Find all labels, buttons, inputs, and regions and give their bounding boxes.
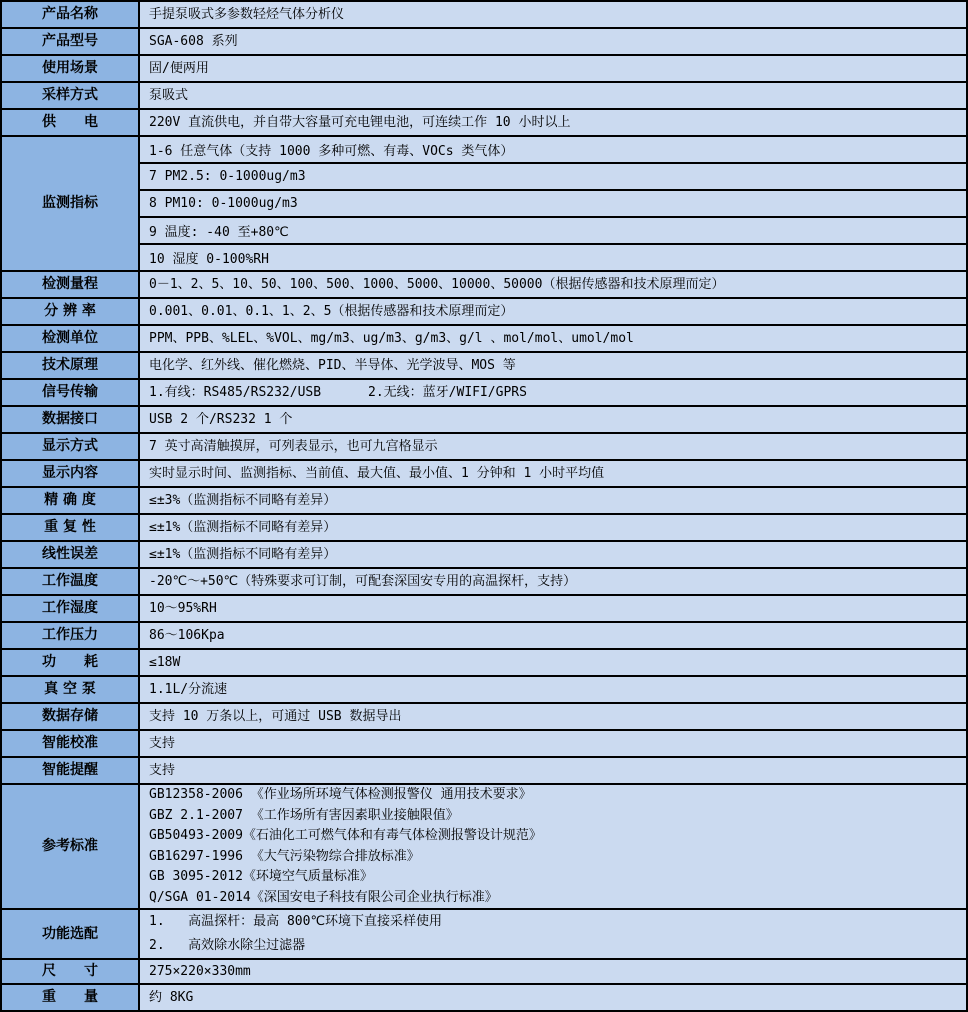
row-data-storage <box>2 704 966 731</box>
row-monitoring-indicators <box>2 137 966 272</box>
row-label: 精 确 度 <box>2 488 140 513</box>
row-optional-features <box>2 910 966 960</box>
row-value: 手提泵吸式多参数轻烃气体分析仪 <box>140 2 966 27</box>
row-label: 检测量程 <box>2 272 140 297</box>
row-value: 约 8KG <box>140 985 966 1010</box>
reference-standard-item: GB50493-2009《石油化工可燃气体和有毒气体检测报警设计规范》 <box>149 828 542 843</box>
reference-standard-list <box>140 785 966 908</box>
row-usage-scenario <box>2 56 966 83</box>
row-value: 86～106Kpa <box>140 623 966 648</box>
row-product-name <box>2 2 966 29</box>
row-vacuum-pump <box>2 677 966 704</box>
row-label: 功 耗 <box>2 650 140 675</box>
reference-standard-item: GBZ 2.1-2007 《工作场所有害因素职业接触限值》 <box>149 807 459 823</box>
row-sampling-method <box>2 83 966 110</box>
optional-feature-list <box>140 910 966 958</box>
row-label: 重 量 <box>2 985 140 1010</box>
monitoring-indicator-list <box>140 137 966 270</box>
row-label: 真 空 泵 <box>2 677 140 702</box>
row-value: ≤±3%（监测指标不同略有差异） <box>140 488 966 513</box>
row-value: 275×220×330mm <box>140 960 966 983</box>
row-value: 220V 直流供电，并自带大容量可充电锂电池，可连续工作 10 小时以上 <box>140 110 966 135</box>
monitoring-indicator-item: 7 PM2.5: 0-1000ug/m3 <box>140 164 966 191</box>
row-weight <box>2 985 966 1010</box>
row-value: 0.001、0.01、0.1、1、2、5（根据传感器和技术原理而定） <box>140 299 966 324</box>
row-accuracy <box>2 488 966 515</box>
row-technical-principle <box>2 353 966 380</box>
optional-feature-item: 2. 高效除水除尘过滤器 <box>149 938 306 953</box>
row-label: 数据接口 <box>2 407 140 432</box>
row-value: 10～95%RH <box>140 596 966 621</box>
row-resolution <box>2 299 966 326</box>
monitoring-indicator-item: 8 PM10: 0-1000ug/m3 <box>140 191 966 218</box>
row-display-content <box>2 461 966 488</box>
row-label: 使用场景 <box>2 56 140 81</box>
row-value: USB 2 个/RS232 1 个 <box>140 407 966 432</box>
row-label: 信号传输 <box>2 380 140 405</box>
row-display-mode <box>2 434 966 461</box>
row-label: 功能选配 <box>2 910 140 958</box>
row-power-supply <box>2 110 966 137</box>
monitoring-indicator-item: 9 温度: -40 至+80℃ <box>140 218 966 245</box>
optional-feature-item: 1. 高温探杆：最高 800℃环境下直接采样使用 <box>149 914 443 929</box>
row-value: -20℃～+50℃（特殊要求可订制，可配套深国安专用的高温探杆，支持） <box>140 569 966 594</box>
reference-standard-item: Q/SGA 01-2014《深国安电子科技有限公司企业执行标准》 <box>149 889 498 905</box>
row-value: ≤±1%（监测指标不同略有差异） <box>140 515 966 540</box>
row-value: 支持 <box>140 758 966 783</box>
row-label: 重 复 性 <box>2 515 140 540</box>
row-label: 工作压力 <box>2 623 140 648</box>
row-operating-pressure <box>2 623 966 650</box>
row-label: 参考标准 <box>2 785 140 908</box>
row-label: 工作温度 <box>2 569 140 594</box>
row-smart-reminder <box>2 758 966 785</box>
reference-standard-item: GB 3095-2012《环境空气质量标准》 <box>149 869 373 884</box>
row-smart-calibration <box>2 731 966 758</box>
row-value: 支持 10 万条以上，可通过 USB 数据导出 <box>140 704 966 729</box>
row-label: 智能提醒 <box>2 758 140 783</box>
reference-standard-item: GB16297-1996 《大气污染物综合排放标准》 <box>149 848 420 864</box>
row-label: 工作湿度 <box>2 596 140 621</box>
reference-standard-item: GB12358-2006 《作业场所环境气体检测报警仪 通用技术要求》 <box>149 787 532 802</box>
row-label: 显示内容 <box>2 461 140 486</box>
row-operating-humidity <box>2 596 966 623</box>
row-linearity-error <box>2 542 966 569</box>
row-value: SGA-608 系列 <box>140 29 966 54</box>
row-value: ≤±1%（监测指标不同略有差异） <box>140 542 966 567</box>
row-label: 智能校准 <box>2 731 140 756</box>
row-value: ≤18W <box>140 650 966 675</box>
row-data-interface <box>2 407 966 434</box>
row-label: 产品型号 <box>2 29 140 54</box>
row-value: 7 英寸高清触摸屏，可列表显示，也可九宫格显示 <box>140 434 966 459</box>
row-label: 线性误差 <box>2 542 140 567</box>
row-value: 泵吸式 <box>140 83 966 108</box>
row-label: 产品名称 <box>2 2 140 27</box>
row-value: 0－1、2、5、10、50、100、500、1000、5000、10000、50000（根据传感器和技术原理而定） <box>140 272 966 297</box>
monitoring-indicator-item: 1-6 任意气体（支持 1000 多种可燃、有毒、VOCs 类气体） <box>140 137 966 164</box>
row-value: 1.1L/分流速 <box>140 677 966 702</box>
row-signal-transmission <box>2 380 966 407</box>
row-label: 分 辨 率 <box>2 299 140 324</box>
row-label: 检测单位 <box>2 326 140 351</box>
row-value: 支持 <box>140 731 966 756</box>
row-label: 采样方式 <box>2 83 140 108</box>
row-product-model <box>2 29 966 56</box>
row-value: PPM、PPB、%LEL、%VOL、mg/m3、ug/m3、g/m3、g/l 、mol/mol、umol/mol <box>140 326 966 351</box>
row-detection-range <box>2 272 966 299</box>
row-detection-units <box>2 326 966 353</box>
row-label: 尺 寸 <box>2 960 140 983</box>
row-value: 1.有线：RS485/RS232/USB 2.无线：蓝牙/WIFI/GPRS <box>140 380 966 405</box>
row-repeatability <box>2 515 966 542</box>
monitoring-indicator-item: 10 湿度 0-100%RH <box>140 245 966 270</box>
row-label: 供 电 <box>2 110 140 135</box>
row-operating-temperature <box>2 569 966 596</box>
row-power-consumption <box>2 650 966 677</box>
row-label: 显示方式 <box>2 434 140 459</box>
row-reference-standards <box>2 785 966 910</box>
row-label: 监测指标 <box>2 137 140 270</box>
row-value: 电化学、红外线、催化燃烧、PID、半导体、光学波导、MOS 等 <box>140 353 966 378</box>
row-label: 数据存储 <box>2 704 140 729</box>
row-dimensions <box>2 960 966 985</box>
row-value: 实时显示时间、监测指标、当前值、最大值、最小值、1 分钟和 1 小时平均值 <box>140 461 966 486</box>
row-label: 技术原理 <box>2 353 140 378</box>
row-value: 固/便两用 <box>140 56 966 81</box>
